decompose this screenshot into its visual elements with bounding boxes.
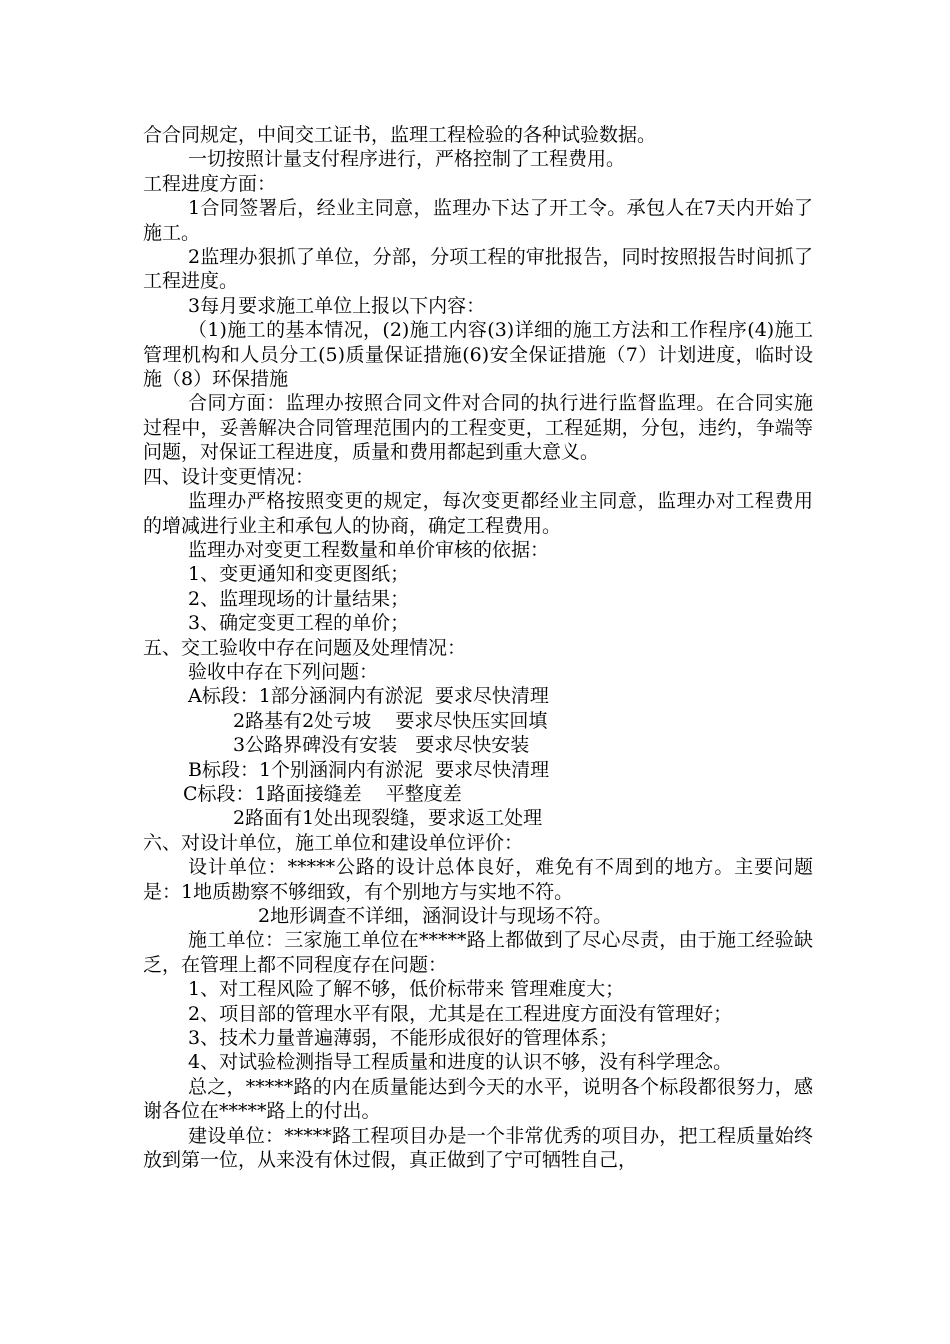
paragraph: 一切按照计量支付程序进行，严格控制了工程费用。 [188,148,626,171]
list-item: 3、确定变更工程的单价； [188,612,410,635]
list-item: C标段：1路面接缝差 平整度差 [183,782,462,805]
list-item: 2地形调查不详细，涵洞设计与现场不符。 [258,905,613,927]
paragraph: 施工单位：三家施工单位在*****路上都做到了尽心尽责，由于施工经验缺乏，在管理上都不同程度存在问题： [143,929,813,976]
list-item: 2、监理现场的计量结果； [188,587,410,610]
paragraph: 设计单位：*****公路的设计总体良好，难免有不周到的地方。主要问题是：1地质勘察不够细致，有个别地方与实地不符。 [143,856,813,903]
paragraph: 合同方面：监理办按照合同文件对合同的执行进行监督监理。在合同实施过程中，妥善解决合同管理范围内的工程变更，工程延期，分包，违约，争端等问题，对保证工程进度，质量和费用都起到重大意义。 [143,392,813,464]
list-item: B标段：1个别涵洞内有淤泥 要求尽快清理 [188,758,550,781]
document-body [143,123,813,1172]
section-heading: 六、对设计单位，施工单位和建设单位评价： [143,831,524,854]
section-heading: 四、设计变更情况： [143,465,315,488]
list-item: 3公路界碑没有安装 要求尽快安装 [233,734,530,757]
paragraph: 监理办严格按照变更的规定，每次变更都经业主同意，监理办对工程费用的增减进行业主和承包人的协商，确定工程费用。 [143,490,813,537]
section-heading: 工程进度方面： [143,172,277,195]
paragraph: 建设单位：*****路工程项目办是一个非常优秀的项目办，把工程质量始终放到第一位，从来没有休过假，真正做到了宁可牺牲自己， [143,1124,813,1172]
paragraph: 3每月要求施工单位上报以下内容： [188,294,486,317]
paragraph: 总之，*****路的内在质量能达到今天的水平，说明各个标段都很努力，感谢各位在*****路上的付出。 [143,1075,813,1123]
section-heading: 五、交工验收中存在问题及处理情况： [143,636,467,659]
paragraph: （1)施工的基本情况，(2)施工内容(3)详细的施工方法和工作程序(4)施工管理机构和人员分工(5)质量保证措施(6)安全保证措施（7）计划进度，临时设施（8）环保措施 [143,319,813,391]
list-item: 2路面有1处出现裂缝，要求返工处理 [233,807,543,830]
paragraph: 监理办对变更工程数量和单价审核的依据： [188,538,550,561]
paragraph: 1合同签署后，经业主同意，监理办下达了开工令。承包人在7天内开始了施工。 [143,197,813,244]
list-item: 1、变更通知和变更图纸； [188,563,410,586]
paragraph: 2监理办狠抓了单位，分部，分项工程的审批报告，同时按照报告时间抓了工程进度。 [143,246,813,293]
paragraph: 验收中存在下列问题： [188,660,379,683]
list-item: 3、技术力量普遍薄弱，不能形成很好的管理体系； [188,1027,619,1050]
list-item: 1、对工程风险了解不够，低价标带来 管理难度大； [188,978,625,1001]
list-item: 2路基有2处亏坡 要求尽快压实回填 [233,709,548,732]
list-item: 2、项目部的管理水平有限，尤其是在工程进度方面没有管理好； [188,1002,733,1025]
list-item: 4、对试验检测指导工程质量和进度的认识不够，没有科学理念。 [188,1051,733,1074]
list-item: A标段：1部分涵洞内有淤泥 要求尽快清理 [188,685,549,708]
paragraph: 合合同规定，中间交工证书，监理工程检验的各种试验数据。 [143,124,657,146]
